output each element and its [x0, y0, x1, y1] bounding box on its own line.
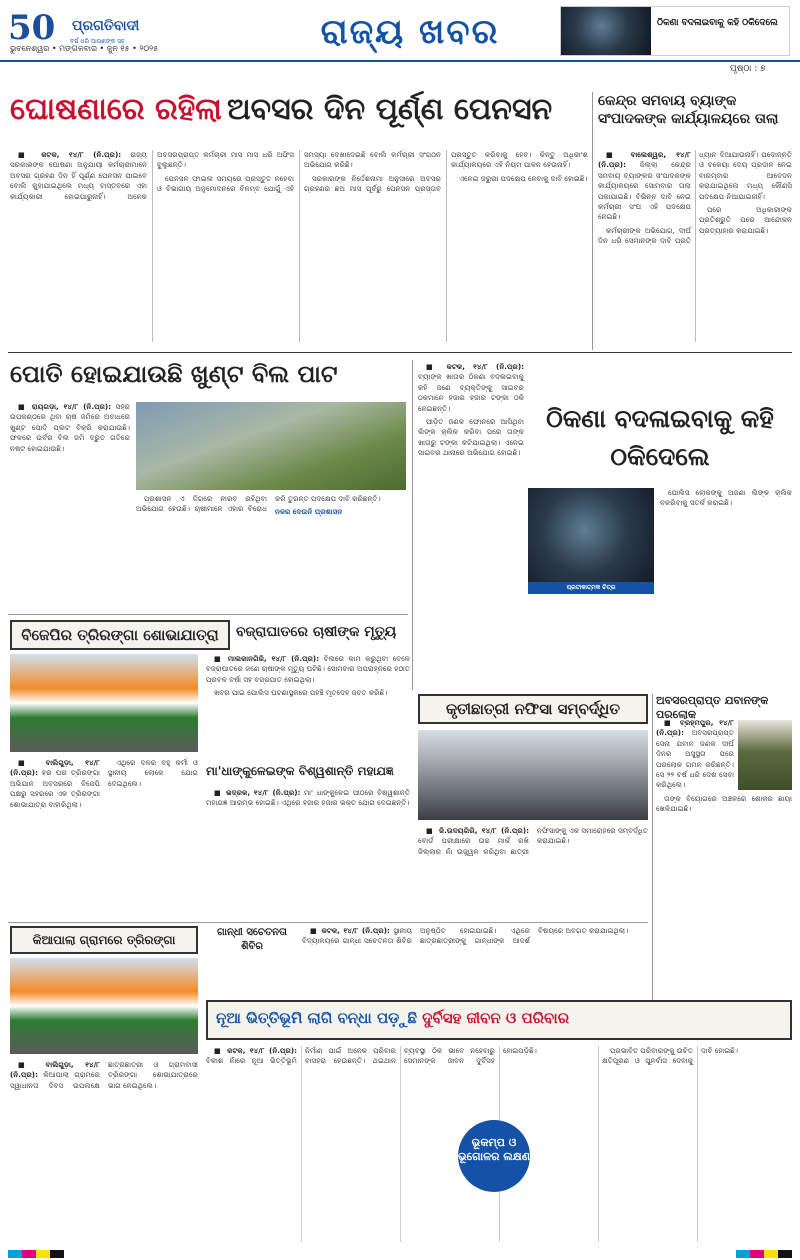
bill-photo — [136, 402, 406, 490]
soldier-dateline: ■ ବ୍ରହ୍ମପୁର, ୧୪/୮ (ନି.ପ୍ର): — [656, 718, 734, 738]
dateline: ଭୁବନେଶ୍ୱର • ମଙ୍ଗଳବାର • ଜୁନ ୧୫ • ୨୦୨୫ — [10, 44, 159, 53]
color-swatch — [36, 1250, 50, 1258]
bjp-para-1: ହର ଘର ତ୍ରିରଙ୍ଗା ଅଭିଯାନ ଅବସରରେ ବିଜେପି ପକ୍ଷରୁ ସହରରେ ଏକ ତ୍ରିରଙ୍ଗା ଶୋଭାଯାତ୍ରା ବାହାରିଥିଲା। — [10, 768, 100, 809]
kiapala-body — [10, 1060, 198, 1240]
bill-subheading: ନଜର ଦେଉନି ପ୍ରଶାସନ — [275, 507, 343, 517]
kiapala-para-1: କିଆପାଲା ଗ୍ରାମରେ ସ୍ୱାଧୀନତା ଦିବସ ଉପଲକ୍ଷେ ଛାତ୍ରଛାତ୍ରୀ ଓ ଗ୍ରାମବାସୀ ତ୍ରିରଙ୍ଗା ଶୋଭାଯାତ୍ରାରେ ଭାଗ ନେଇଥିଲେ। — [10, 1060, 198, 1090]
thaki-para-3: ପୋଲିସ ଲୋକଙ୍କୁ ଅଜଣା ଲିଙ୍କ କ୍ଲିକ ନକରିବାକୁ ସତର୍କ କରାଇଛି। — [660, 488, 792, 508]
bank-para-1: ଜିଲ୍ଲା କେନ୍ଦ୍ର ସମବାୟ ବ୍ୟାଙ୍କର ସଂପାଦକଙ୍କ କାର୍ଯ୍ୟାଳୟରେ ସୋମବାର ତାଲା ପକାଯାଇଛି। ବିଭିନ୍ନ ଦାବି ନେଇ କର୍ମଚାରୀ ସଂଘ ଏହି ପଦକ୍ଷେପ ନେଇଛି। — [598, 160, 691, 222]
thaki-para-2: ପୀଡ଼ିତ ଜଣକ ଫୋନରେ ଆସିଥିବା ଲିଙ୍କ କ୍ଲିକ କରିବା ପରେ ତାଙ୍କ ଖାତାରୁ ଟଙ୍କା କଟିଯାଇଥିଲା। ଏନେଇ ସାଇବର ଥାନାରେ ଅଭିଯୋଗ ହୋଇଛି। — [418, 417, 524, 458]
gandhi-para-1: ସ୍ଥାନୀୟ ବିଦ୍ୟାଳୟରେ ଗାନ୍ଧୀ ସଚେତନତା ଶିବିର ଅନୁଷ୍ଠିତ ହୋଇଯାଇଛି। ଏଥିରେ ଛାତ୍ରଛାତ୍ରୀଙ୍କୁ ଗାନ୍ଧୀଙ୍କ ଆଦର୍ଶ ବିଷୟରେ ଅବଗତ କରାଯାଇଥିଲା। — [302, 926, 629, 946]
nafisa-para-1: ବୋର୍ଡ ପରୀକ୍ଷାରେ ଉଚ୍ଚ ମାର୍କ ରଖି ଜିଲ୍ଲାର ନାଁ ଉଜ୍ଜ୍ୱଳ କରିଥିବା ଛାତ୍ରୀ ନଫିସାଙ୍କୁ ଏକ ସମାରୋହରେ ସମ୍ବର୍ଦ୍ଧିତ କରାଯାଇଛି। — [418, 826, 648, 856]
bjp-photo — [10, 654, 198, 752]
bank-para-3: ପରେ ଅଧିକାରୀଙ୍କ ପ୍ରତିଶ୍ରୁତି ପରେ ଆନ୍ଦୋଳନ ପ୍ରତ୍ୟାହାର କରାଯାଇଛି। — [699, 205, 792, 235]
thaki-headline[interactable]: ଠିକଣା ବଦଳାଇବାକୁ କହି ଠକିଦେଲେ — [546, 404, 774, 471]
bjp-body — [10, 758, 198, 918]
nafisa-dateline: ■ ଜି.ଉଦୟଗିରି, ୧୪/୮ (ନି.ପ୍ର): — [426, 826, 529, 835]
pension-body — [10, 150, 588, 342]
gandhi-body — [302, 926, 648, 986]
soldier-para-1: ଅବସରପ୍ରାପ୍ତ ସେନା ଯବାନ ଜଣକ ଦୀର୍ଘ ଦିନର ଅସୁସ୍ଥତା ପରେ ପରଲୋକ ଗମନ କରିଛନ୍ତି। ସେ ୨୨ ବର୍ଷ ଧରି ଦେଶ ସେବା କରିଥିଲେ। — [656, 728, 734, 790]
bill-para-2: ପ୍ରଶାସନ ଏ ଦିଗରେ ନୀରବ ରହିଥିବା ଅଭିଯୋଗ ହେଉଛି। ଚାଷୀମାନେ ଏହାର ବିରୋଧ କରି ତୁରନ୍ତ ପଦକ୍ଷେପ ଦାବି କରିଛନ୍ତି। — [136, 494, 381, 514]
pension-para-3: ସରକାରଙ୍କ ନିର୍ଦ୍ଦେଶନାମା ଅନୁସାରେ ଅବସର ଗ୍ରହଣର ଛଅ ମାସ ପୂର୍ବରୁ ପେନସନ ପ୍ରସ୍ତାବ ପ୍ରସ୍ତୁତ କରିବାକୁ ହେବ। କିନ୍ତୁ ଅଧିକାଂଶ କାର୍ଯ୍ୟାଳୟରେ ଏହି ନିୟମ ପାଳନ ହେଉନାହିଁ। — [304, 150, 588, 194]
logo-name: ପ୍ରଗତିବାଦୀ — [72, 18, 140, 34]
climate-para-2: ପ୍ରଭାବିତ ପରିବାରଙ୍କୁ ଉଚିତ କ୍ଷତିପୂରଣ ଓ ପୁନର୍ବାସ ଦେବାକୁ ଦାବି ହୋଇଛି। — [602, 1046, 738, 1066]
bajra-para-1: ବିଲରେ କାମ କରୁଥିବା ବେଳେ ବଜ୍ରାଘାତରେ ଜଣେ ଚାଷୀଙ୍କ ମୃତ୍ୟୁ ଘଟିଛି। ସୋମବାର ଅପରାହ୍ନରେ ହଠାତ ପ୍ରବଳ ବର୍ଷା ସହ ବଜ୍ରପାତ ହୋଇଥିଲା। — [206, 654, 410, 684]
logo-number: 50 — [8, 8, 56, 48]
thaki-photo-caption: ପ୍ରତୀକାତ୍ମକ ଚିତ୍ର — [528, 582, 654, 594]
pension-para-4: ଏନେଇ ଜରୁରୀ ପଦକ୍ଷେପ ନେବାକୁ ଦାବି ହୋଇଛି। — [459, 173, 588, 183]
soldier-body — [656, 718, 792, 1018]
madhu-para-1: ମା' ଧାଙ୍କୁଳେଇ ପୀଠରେ ବିଶ୍ୱଶାନ୍ତି ମହାଯଜ୍ଞ ଆରମ୍ଭ ହୋଇଛି। ଏଥିରେ ହଜାର ହଜାର ଭକ୍ତ ଯୋଗ ଦେଇଛନ୍ତି। — [206, 788, 410, 808]
teaser-image — [561, 7, 651, 55]
bill-dateline: ■ ରାୟଗଡ଼ା, ୧୪/୮ (ନି.ପ୍ର): — [18, 402, 112, 411]
section-divider — [8, 352, 792, 353]
pension-headline-red: ଘୋଷଣାରେ ରହିଲା — [10, 92, 222, 127]
kiapala-dateline: ■ ବାଲିଗୁଡ଼ା, ୧୪/୮ (ନି.ପ୍ର): — [10, 1060, 100, 1080]
page-number: ପୃଷ୍ଠା : ୭ — [730, 64, 766, 74]
color-swatch — [22, 1250, 36, 1258]
climate-dateline: ■ କଟକ, ୧୪/୮ (ନି.ପ୍ର): — [214, 1046, 297, 1055]
pension-dateline: ■ କଟକ, ୧୪/୮ (ନି.ପ୍ର): — [18, 150, 122, 159]
madhu-headline[interactable]: ମା'ଧାଙ୍କୁଳେଇଙ୍କ ବିଶ୍ୱଶାନ୍ତି ମହାଯଜ୍ଞ — [206, 764, 394, 778]
bank-headline[interactable]: କେନ୍ଦ୍ର ସମବାୟ ବ୍ୟାଙ୍କ ସଂପାଦକଙ୍କ କାର୍ଯ୍ୟାଳୟରେ ତାଲା — [598, 93, 779, 127]
bank-dateline: ■ ବାଲେଶ୍ୱର, ୧୪/୮ (ନି.ପ୍ର): — [598, 150, 691, 170]
bill-body-right — [136, 494, 406, 612]
soldier-para-2: ତାଙ୍କ ବିୟୋଗରେ ଅଞ୍ଚଳରେ ଶୋକର ଛାୟା ଖେଳିଯାଇଛି। — [656, 793, 792, 814]
kiapala-headline[interactable]: କିଆପାଲା ଗ୍ରାମରେ ତ୍ରିରଙ୍ଗା — [10, 926, 198, 954]
color-swatch — [736, 1250, 750, 1258]
color-swatch — [778, 1250, 792, 1258]
nafisa-body — [418, 826, 648, 918]
section-title: ରାଜ୍ୟ ଖବର — [320, 12, 500, 52]
color-swatch — [750, 1250, 764, 1258]
bill-para-1: ସହର ଉପକଣ୍ଠରେ ଥିବା ଚାଷ ଜମିରେ ଅବାଧରେ ଖୁଣ୍ଟ ପୋତି ପ୍ଲଟ ବିକ୍ରି କରାଯାଉଛି। ଫଳରେ ଉର୍ବର ବିଲ ଜମି ଦ୍ରୁତ ଗତିରେ ନଷ୍ଟ ହୋଇଯାଉଛି। — [10, 402, 130, 453]
thaki-body-left — [418, 362, 524, 592]
logo-tagline: ବର୍ଷ ଧରି ଆପଣଙ୍କ ସହ — [70, 38, 125, 45]
nafisa-photo — [418, 730, 648, 820]
bjp-headline[interactable]: ବିଜେପିର ତ୍ରିରଙ୍ଗା ଶୋଭାଯାତ୍ରା — [10, 620, 230, 650]
climate-para-1: ବିକାଶ ନାଁରେ ନୂଆ ଭିତ୍ତିଭୂମି ନିର୍ମାଣ ପାଇଁ ଅନେକ ପରିବାର ବାସହରା ହେଉଛନ୍ତି। ଥଇଥାନ ବ୍ୟବସ୍ଥା ଠିକ ଭାବେ ନହେବାରୁ ସେମାନଙ୍କ ଜୀବନ ଦୁର୍ବିସହ ହୋଇପଡ଼ିଛି। — [206, 1046, 537, 1066]
nafisa-headline[interactable]: କୃତୀଛାତ୍ରୀ ନଫିସା ସମ୍ବର୍ଦ୍ଧିତ — [418, 694, 648, 724]
pension-headline[interactable] — [10, 92, 588, 148]
bjp-dateline: ■ ବାଲିଗୁଡ଼ା, ୧୪/୮ (ନି.ପ୍ର): — [10, 758, 100, 778]
thaki-body-right — [660, 488, 792, 688]
teaser-box[interactable] — [560, 6, 790, 56]
madhu-dateline: ■ ଭଦ୍ରକ, ୧୪/୮ (ନି.ପ୍ର): — [214, 788, 301, 797]
bill-headline[interactable]: ପୋତି ହୋଇଯାଉଛି ଖୁଣ୍ଟ ବିଲ ପାଟ — [10, 360, 338, 388]
color-swatch — [50, 1250, 64, 1258]
climate-badge: ଭୂକମ୍ପ ଓ ଭୂଗୋଳର ଲକ୍ଷଣ — [458, 1120, 530, 1192]
column-rule — [592, 92, 593, 350]
bajra-para-2: ଖବର ପାଇ ପୋଲିସ ଘଟଣାସ୍ଥଳରେ ପହଞ୍ଚି ମୃତଦେହ ଜବତ କରିଛି। — [214, 688, 388, 698]
madhu-body — [206, 788, 410, 918]
pension-para-1: ରାଜ୍ୟ ସରକାରଙ୍କ ଘୋଷଣା ଅନୁଯାୟୀ କର୍ମଚାରୀମାନେ ଅବସର ଗ୍ରହଣ ଦିନ ହିଁ ପୂର୍ଣ୍ଣ ପେନସନ ପାଇବେ ବୋଲି କୁହାଯାଇଥିଲେ ମଧ୍ୟ ବାସ୍ତବରେ ଏହା କାର୍ଯ୍ୟକାରୀ ହୋଇପାରୁନାହିଁ। ଅନେକ ଅବସରପ୍ରାପ୍ତ କର୍ମଚାରୀ ମାସ ମାସ ଧରି ଅଫିସ ବୁଲୁଛନ୍ତି। — [10, 150, 294, 201]
thaki-para-1: ବ୍ୟାଙ୍କ ଖାତାର ଠିକଣା ବଦଳାଇବାକୁ କହି ଜଣେ ବ୍ୟକ୍ତିଙ୍କୁ ସାଇବର ଠକମାନେ ହଜାର ହଜାର ଟଙ୍କା ଠକି ନେଇଛନ୍ତି। — [418, 372, 524, 413]
pension-headline-dark: ଅବସର ଦିନ ପୂର୍ଣ୍ଣ ପେନସନ — [226, 92, 553, 127]
bank-body — [598, 150, 792, 342]
bill-body-left — [10, 402, 130, 612]
pension-para-2: ପେନସନ ଫାଇଲ ସମୟରେ ପ୍ରସ୍ତୁତ ନହେବା ଓ ବିଭାଗୀୟ ଅନୁମୋଦନରେ ବିଳମ୍ବ ଯୋଗୁଁ ଏହି ସମସ୍ୟା ଦେଖାଦେଇଛି ବୋଲି କର୍ମଚାରୀ ସଂଗଠନ ଅଭିଯୋଗ କରିଛି। — [157, 150, 441, 194]
column-rule — [652, 694, 653, 1014]
column-rule — [412, 360, 413, 690]
climate-headline-red: ଦୁର୍ବିସହ ଜୀବନ ଓ ପରିବାର — [422, 1009, 570, 1027]
color-swatch — [8, 1250, 22, 1258]
gandhi-headline[interactable]: ଗାନ୍ଧୀ ସଚେତନତା ଶିବିର — [217, 927, 287, 952]
soldier-headline[interactable]: ଅବସରପ୍ରାପ୍ତ ଯବାନଙ୍କ ପରଲୋକ — [656, 694, 769, 721]
color-swatch — [764, 1250, 778, 1258]
climate-headline-blue: ନୂଆ ଭିତ୍ତିଭୂମି ଲାଗି ବନ୍ଧା ପଡ଼ୁଛି — [216, 1009, 418, 1027]
thaki-photo — [528, 488, 654, 594]
masthead-rule — [0, 60, 800, 62]
bjp-para-2: ଏଥିରେ ଦଳର ବହୁ କର୍ମୀ ଓ ସ୍ଥାନୀୟ ଲୋକେ ଯୋଗ ଦେଇଥିଲେ। — [108, 758, 198, 788]
bajra-headline[interactable]: ବଜ୍ରାଘାତରେ ଚାଷୀଙ୍କ ମୃତ୍ୟୁ — [236, 624, 397, 640]
bajra-body — [206, 654, 410, 758]
kiapala-photo — [10, 958, 198, 1054]
section-divider — [8, 614, 408, 615]
section-divider — [8, 922, 648, 923]
bajra-dateline: ■ ମାଲକାନଗିରି, ୧୪/୮ (ନି.ପ୍ର): — [214, 654, 320, 663]
teaser-text: ଠିକଣା ବଦଳାଇବାକୁ କହି ଠକିଦେଲେ — [657, 18, 778, 28]
soldier-photo — [738, 720, 792, 790]
gandhi-dateline: ■ କଟକ, ୧୪/୮ (ନି.ପ୍ର): — [310, 926, 390, 935]
bank-para-2: କର୍ମଚାରୀଙ୍କ ଅଭିଯୋଗ, ଦୀର୍ଘ ଦିନ ଧରି ସେମାନଙ୍କ ଦାବି ପ୍ରତି ଧ୍ୟାନ ଦିଆଯାଉନାହିଁ। ପଦୋନ୍ନତି ଓ ବକେୟା ଦେୟ ପ୍ରଦାନ ନେଇ ବାରମ୍ବାର ଆବେଦନ କରାଯାଇଥିଲେ ମଧ୍ୟ କୌଣସି ପଦକ୍ଷେପ ନିଆଯାଇନାହିଁ। — [598, 150, 792, 246]
climate-headline[interactable] — [206, 1000, 792, 1040]
thaki-dateline: ■ କଟକ, ୧୪/୮ (ନି.ପ୍ର): — [426, 362, 524, 371]
